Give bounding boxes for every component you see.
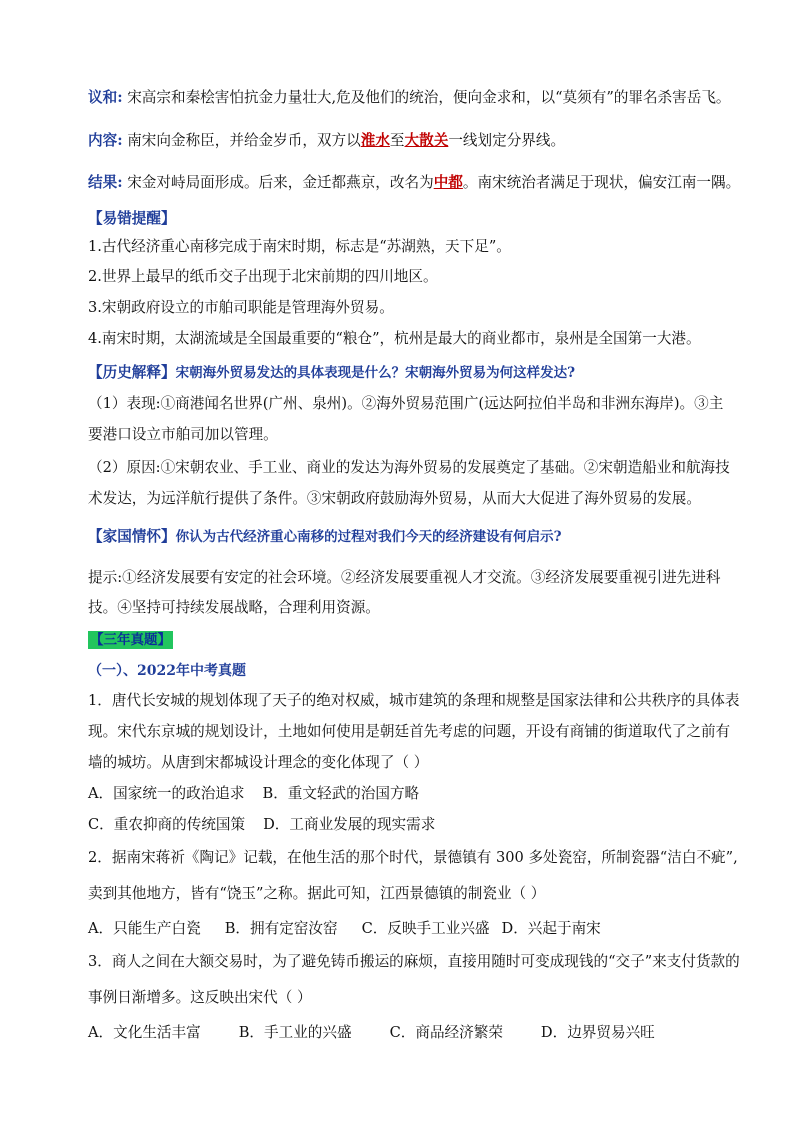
q2-option-b: B．拥有定窑汝窑	[224, 920, 338, 937]
q3-option-b: B．手工业的兴盛	[238, 1024, 352, 1041]
q2-line-1: 2．据南宋蒋祈《陶记》记载，在他生活的那个时代，景德镇有 300 多处瓷窑，所制瓷器“洁白不疵”,	[88, 849, 738, 866]
q3-option-d: D．边界贸易兴旺	[540, 1024, 655, 1041]
q3-line-2: 事例日渐增多。这反映出宋代（ ）	[88, 989, 312, 1006]
sannian-tag: 【三年真题】	[90, 632, 171, 648]
lishi-heading: 【历史解释】	[88, 364, 176, 381]
q2-option-d: D．兴起于南宋	[501, 920, 601, 937]
jiaguo-heading: 【家国情怀】	[88, 528, 176, 545]
q1-options-row-2	[88, 815, 435, 835]
jiaguo-header-line	[88, 527, 562, 547]
neirong-pre: 南宋向金称臣，并给金岁币，双方以	[122, 132, 361, 149]
neirong-post: 一线划定分界线。	[448, 132, 566, 149]
q1-option-d: D．工商业发展的现实需求	[263, 816, 436, 833]
q3-options-row	[88, 1023, 655, 1043]
q3-line-1: 3．商人之间在大额交易时，为了避免铸币搬运的麻烦，直接用随时可变成现钱的“交子”来支付货款的	[88, 953, 740, 970]
q1-line-1: 1．唐代长安城的规划体现了天子的绝对权威，城市建筑的条理和规整是国家法律和公共秩序的具体表	[88, 692, 740, 709]
jieguo-pre: 宋金对峙局面形成。后来，金迁都燕京，改名为	[122, 174, 434, 191]
q2-line-2: 卖到其他地方，皆有“饶玉”之称。据此可知，江西景德镇的制瓷业（ ）	[88, 885, 546, 902]
q2-options-row	[88, 919, 601, 939]
lishi-answer-2-line-1: （2）原因:①宋朝农业、手工业、商业的发达为海外贸易的发展奠定了基础。②宋朝造船业和航海技	[88, 459, 730, 476]
jiaguo-question: 你认为古代经济重心南移的过程对我们今天的经济建设有何启示?	[175, 529, 562, 545]
neirong-hl1: 淮水	[360, 132, 390, 149]
yicuo-item-2: 2.世界上最早的纸币交子出现于北宋前期的四川地区。	[88, 268, 438, 285]
lishi-question: 宋朝海外贸易发达的具体表现是什么？宋朝海外贸易为何这样发达?	[175, 365, 575, 381]
q1-option-c: C．重农抑商的传统国策	[88, 816, 246, 833]
q2-option-c: C．反映手工业兴盛	[361, 920, 490, 937]
lishi-answer-2-line-2: 术发达，为远洋航行提供了条件。③宋朝政府鼓励海外贸易，从而大大促进了海外贸易的发展。	[88, 490, 701, 507]
jieguo-post: 。南宋统治者满足于现状，偏安江南一隅。	[462, 174, 741, 191]
yicuo-item-3: 3.宋朝政府设立的市舶司职能是管理海外贸易。	[88, 299, 394, 316]
jieguo-hl: 中都	[433, 174, 463, 191]
yihe-line	[88, 88, 731, 108]
yicuo-heading: 【易错提醒】	[88, 210, 176, 227]
exam-subtitle: （一）、2022年中考真题	[88, 663, 246, 679]
neirong-line	[88, 131, 565, 151]
jieguo-label: 结果:	[88, 174, 123, 191]
yicuo-item-1: 1.古代经济重心南移完成于南宋时期，标志是“苏湖熟，天下足”。	[88, 238, 511, 255]
jiaguo-hint-line-1: 提示:①经济发展要有安定的社会环境。②经济发展要重视人才交流。③经济发展要重视引进先进科	[88, 569, 721, 586]
q1-options-row-1	[88, 784, 419, 804]
q1-line-2: 现。宋代东京城的规划设计，土地如何使用是朝廷首先考虑的问题，开设有商铺的街道取代了之前有	[88, 723, 731, 740]
lishi-answer-1-line-1: （1）表现:①商港闻名世界(广州、泉州)。②海外贸易范围广(远达阿拉伯半岛和非洲东海岸)。③主	[88, 395, 724, 412]
neirong-hl2: 大散关	[404, 132, 449, 149]
neirong-mid: 至	[389, 132, 405, 149]
jiaguo-hint-line-2: 技。④坚持可持续发展战略，合理利用资源。	[88, 599, 380, 616]
yihe-text: 宋高宗和秦桧害怕抗金力量壮大,危及他们的统治，便向金求和，以“莫须有”的罪名杀害岳飞。	[122, 89, 731, 106]
q1-option-b: B．重文轻武的治国方略	[262, 785, 420, 802]
q1-line-3: 墙的城坊。从唐到宋都城设计理念的变化体现了（ ）	[88, 754, 429, 771]
lishi-answer-1-line-2: 要港口设立市舶司加以管理。	[88, 426, 278, 443]
q1-option-a: A．国家统一的政治追求	[88, 785, 245, 802]
jieguo-line	[88, 173, 740, 193]
q3-option-a: A．文化生活丰富	[88, 1024, 201, 1041]
q3-option-c: C．商品经济繁荣	[389, 1024, 503, 1041]
yihe-label: 议和:	[88, 89, 123, 106]
neirong-label: 内容:	[88, 132, 123, 149]
q2-option-a: A．只能生产白瓷	[88, 920, 201, 937]
lishi-header-line	[88, 363, 575, 383]
yicuo-item-4: 4.南宋时期，太湖流域是全国最重要的“粮仓”，杭州是最大的商业都市，泉州是全国第一大港。	[88, 330, 701, 347]
